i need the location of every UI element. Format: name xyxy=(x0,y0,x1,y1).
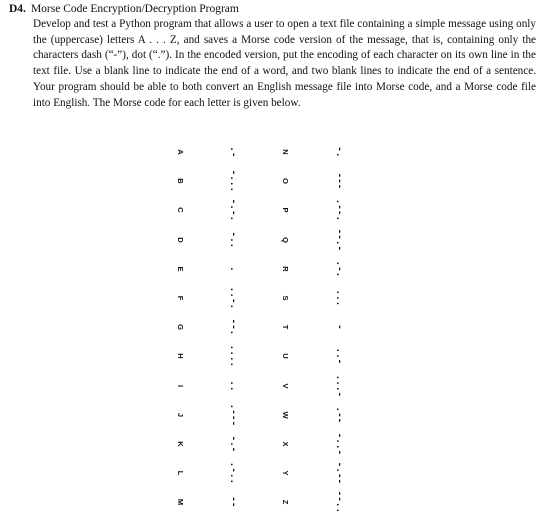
morse-code: -.. xyxy=(228,231,238,249)
morse-letter: V xyxy=(281,383,290,389)
morse-letter: B xyxy=(176,178,185,184)
problem-title: Morse Code Encryption/Decryption Program xyxy=(30,3,239,15)
morse-code: .--- xyxy=(228,403,238,427)
morse-code: .-- xyxy=(334,406,344,424)
morse-letter: R xyxy=(281,266,290,272)
morse-letter: S xyxy=(281,295,290,301)
morse-code: -.-. xyxy=(228,199,238,222)
morse-code: .-. xyxy=(334,260,344,278)
morse-letter: J xyxy=(176,412,185,417)
morse-letter: H xyxy=(176,353,185,360)
morse-code: -. xyxy=(334,146,344,158)
morse-letter: U xyxy=(281,353,290,360)
morse-code: ..- xyxy=(334,347,344,365)
morse-letter: Z xyxy=(281,500,290,505)
morse-letter: E xyxy=(176,266,185,272)
morse-letter: A xyxy=(176,149,185,155)
morse-code: ... xyxy=(334,289,344,307)
morse-code: --. xyxy=(228,318,238,336)
morse-letter: F xyxy=(176,295,185,301)
morse-code: --.. xyxy=(334,491,344,514)
morse-code: --.- xyxy=(334,228,344,251)
morse-code: -- xyxy=(228,496,238,509)
problem-description: Develop and test a Python program that allows a user to open a text file containing a simple message using only the (uppercase) letters A . . . Z, and saves a Morse code version of the message, that is, containing only the characters dash (“-”), dot (“.”). In the encoded version, put the encoding of each character on its own line in the text file. Use a blank line to indicate the end of a word, and two blank lines to indicate the end of a sentence. Your program should be able to both convert an English message file into Morse code, and a Morse code file into English. The Morse code for each letter is given below. xyxy=(33,18,536,109)
morse-letter: K xyxy=(176,441,185,447)
morse-code: -..- xyxy=(334,432,344,456)
morse-code: .... xyxy=(228,345,238,368)
morse-letter: Q xyxy=(281,236,290,243)
morse-letter: X xyxy=(281,441,290,447)
morse-letter: O xyxy=(281,178,290,185)
morse-letter: Y xyxy=(281,470,290,476)
problem-number: D4. xyxy=(9,3,26,15)
morse-code: .- xyxy=(228,146,238,158)
morse-code: ..-. xyxy=(228,286,238,310)
morse-code: ...- xyxy=(334,374,344,397)
morse-letter: T xyxy=(281,324,290,330)
morse-letter: M xyxy=(176,499,185,506)
morse-letter: N xyxy=(281,149,290,155)
morse-code: -.-- xyxy=(334,461,344,485)
morse-letter: C xyxy=(176,207,185,214)
morse-letter: I xyxy=(176,384,185,387)
morse-code: -.- xyxy=(228,435,238,453)
morse-code: .--. xyxy=(334,199,344,222)
morse-letter: G xyxy=(176,324,185,331)
morse-letter: L xyxy=(176,470,185,476)
morse-code: .-.. xyxy=(228,461,238,485)
morse-letter: D xyxy=(176,236,185,243)
morse-letter: P xyxy=(281,207,290,213)
morse-letter: W xyxy=(281,411,290,419)
morse-code: . xyxy=(228,265,238,272)
morse-code: .. xyxy=(228,379,238,392)
morse-code: --- xyxy=(334,172,344,190)
morse-code: - xyxy=(334,324,344,330)
morse-code: -... xyxy=(228,169,238,193)
